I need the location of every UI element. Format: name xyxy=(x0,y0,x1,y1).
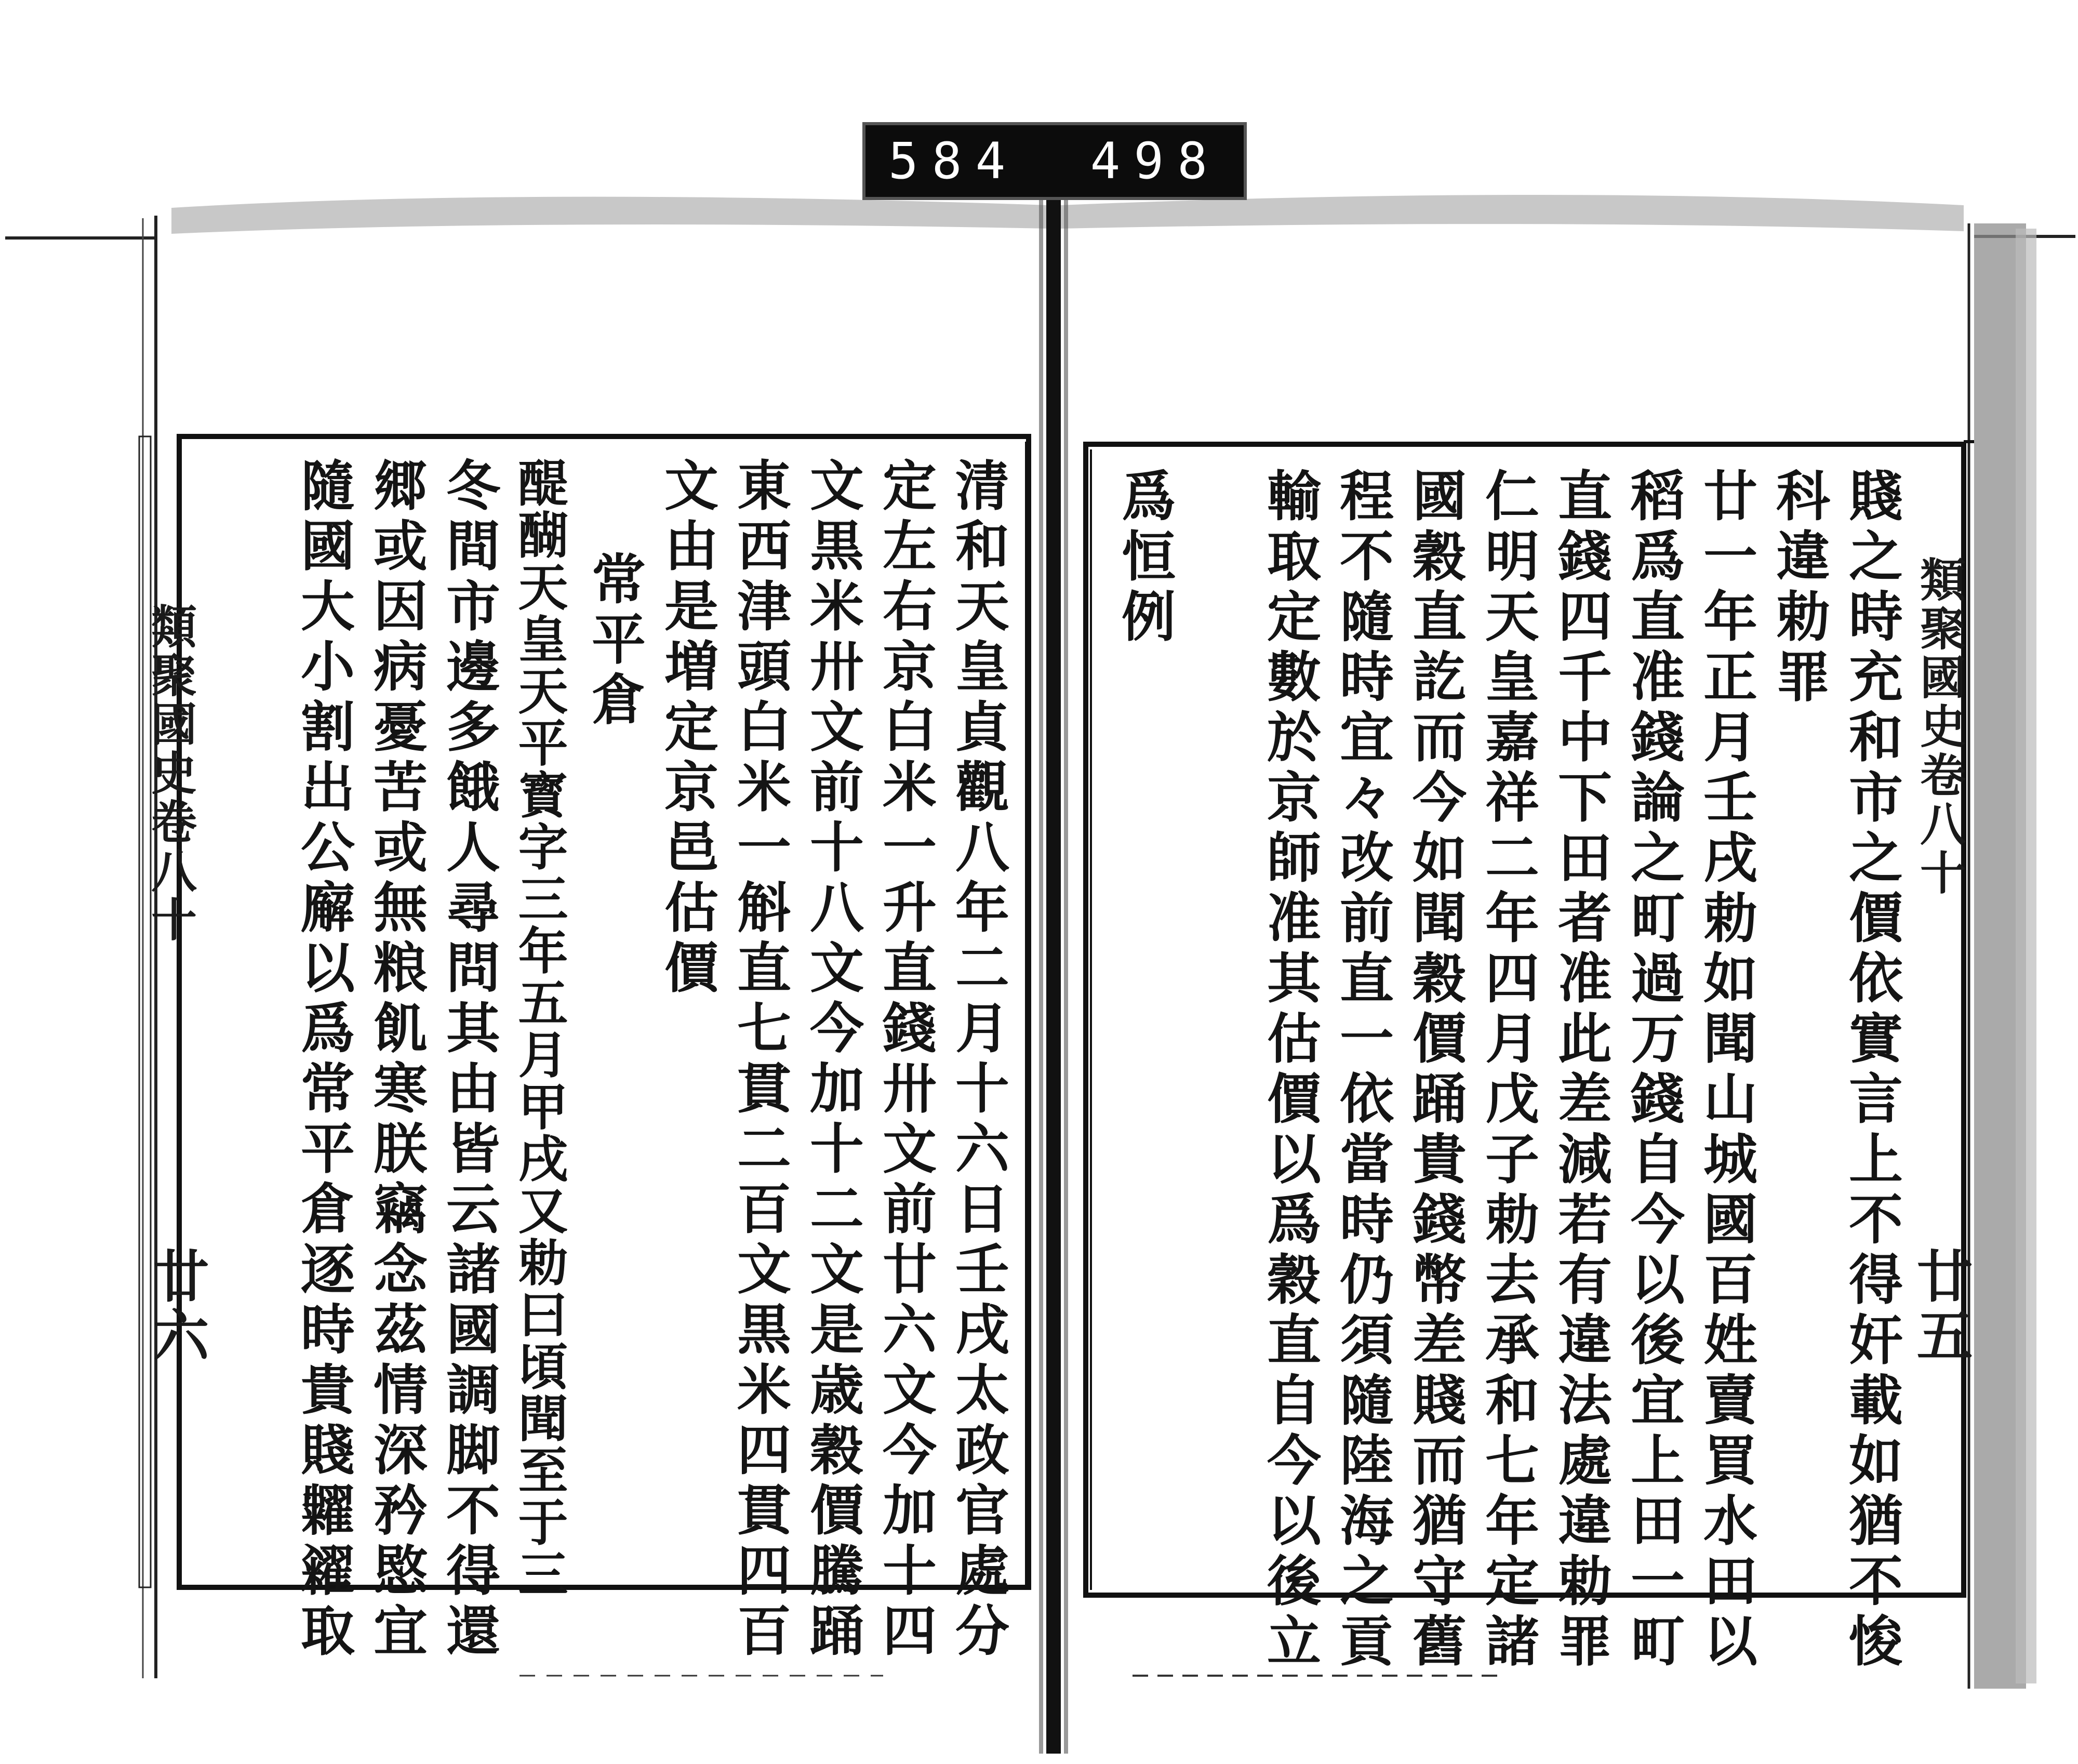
right-col-10: 爲恒例 xyxy=(1112,468,1176,648)
frame-number-right: 498 xyxy=(1090,132,1221,190)
right-page-header: 類聚國史卷八十 xyxy=(1913,556,1967,898)
left-page-header: 類聚國史卷八十 xyxy=(144,603,198,945)
left-col-10: 隨國大小割出公廨以爲常平倉逐時貴賤糶糴取 xyxy=(291,457,355,1663)
left-page-number: 廿六 xyxy=(143,1247,209,1365)
right-page-number: 廿五 xyxy=(1907,1247,1973,1365)
right-col-6: 仁明天皇嘉祥二年四月戊子勅去承和七年定諸 xyxy=(1476,468,1540,1673)
frame-number-left: 584 xyxy=(888,132,1019,190)
right-col-2: 科違勅罪 xyxy=(1767,468,1831,709)
left-col-5: 文由是増定京邑估價 xyxy=(655,457,719,1000)
left-col-7: 醍醐天皇天平寳字三年五月甲戌又勅曰頃聞至于三 xyxy=(510,457,569,1600)
left-col-3: 文黒米卅文前十八文今加十二文是歳穀價騰踊 xyxy=(801,457,864,1663)
right-col-5: 直錢四千中下田者准此差減若有違法處違勅罪 xyxy=(1549,468,1613,1673)
left-col-8: 冬間市邊多餓人尋問其由皆云諸國調脚不得還 xyxy=(437,457,501,1663)
left-col-4: 東西津頭白米一斛直七貫二百文黒米四貫四百 xyxy=(728,457,792,1663)
right-col-3: 廿一年正月壬戌勅如聞山城國百姓賣買水田以 xyxy=(1694,468,1758,1673)
right-col-1: 賤之時充和市之價依實言上不得奸載如猶不悛 xyxy=(1840,468,1903,1673)
right-col-9: 輸取定數於京師准其估價以爲穀直自今以後立 xyxy=(1258,468,1322,1673)
microfilm-frame-label xyxy=(862,122,1247,200)
left-col-1: 清和天皇貞觀八年二月十六日壬戌太政官處分 xyxy=(946,457,1010,1663)
right-col-7: 國穀直訖而今如聞穀價踊貴錢幣差賤而猶守舊 xyxy=(1403,468,1467,1673)
right-col-8: 程不隨時宜々改前直一依當時仍須隨陸海之貢 xyxy=(1330,468,1394,1673)
left-section-heading: 常平倉 xyxy=(582,551,646,732)
left-col-2: 定左右京白米一升直錢卅文前廿六文今加十四 xyxy=(873,457,937,1663)
left-col-9: 郷或因病憂苦或無粮飢寒朕竊念茲情深矜愍宜 xyxy=(364,457,428,1663)
right-col-4: 稻爲直准錢論之町過万錢自今以後宜上田一町 xyxy=(1621,468,1685,1673)
